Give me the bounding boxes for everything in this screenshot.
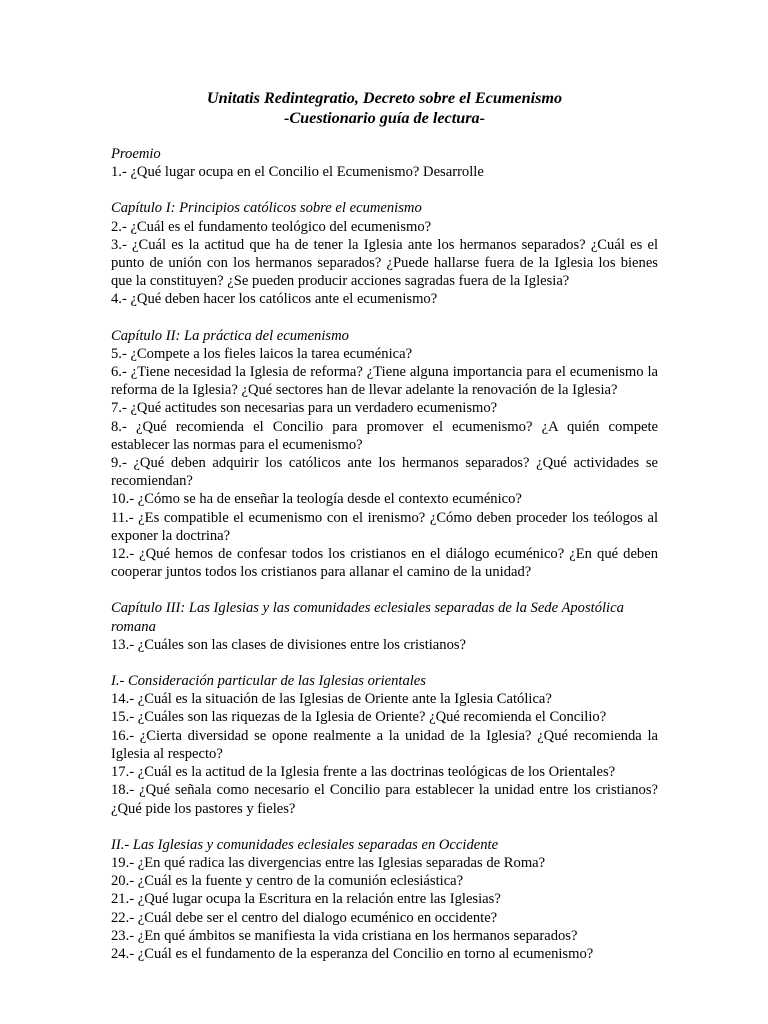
sections-container (111, 145, 658, 963)
question-item: 10.- ¿Cómo se ha de enseñar la teología desde el contexto ecuménico? (111, 491, 522, 508)
section-heading: I.- Consideración particular de las Iglesias orientales (111, 673, 426, 690)
document-title: Unitatis Redintegratio, Decreto sobre el Ecumenismo (206, 89, 563, 107)
question-item: 20.- ¿Cuál es la fuente y centro de la comunión eclesiástica? (111, 873, 464, 890)
section (111, 672, 658, 818)
question-item: 18.- ¿Qué señala como necesario el Concilio para establecer la unidad entre los cristianos? ¿Qué pide los pastores y fieles? (111, 782, 658, 817)
question-item: 19.- ¿En qué radica las divergencias entre las Iglesias separadas de Roma? (111, 854, 546, 871)
question-item: 17.- ¿Cuál es la actitud de la Iglesia frente a las doctrinas teológicas de los Orientales? (111, 764, 616, 781)
question-item: 14.- ¿Cuál es la situación de las Iglesias de Oriente ante la Iglesia Católica? (111, 691, 552, 708)
question-item: 23.- ¿En qué ámbitos se manifiesta la vida cristiana en los hermanos separados? (111, 927, 578, 944)
section (111, 599, 658, 654)
question-item: 21.- ¿Qué lugar ocupa la Escritura en la relación entre las Iglesias? (111, 891, 501, 908)
title-block (111, 88, 658, 128)
question-item: 15.- ¿Cuáles son las riquezas de la Iglesia de Oriente? ¿Qué recomienda el Concilio? (111, 709, 607, 726)
section-heading: Proemio (111, 146, 161, 162)
question-item: 3.- ¿Cuál es la actitud que ha de tener la Iglesia ante los hermanos separados? ¿Cuál es el punto de unión con los hermanos separados? ¿Puede hallarse fuera de la Iglesia los bienes que la constituyen? ¿Se pueden producir acciones sagradas fuera de la Iglesia? (111, 236, 658, 290)
section (111, 145, 658, 181)
question-item: 9.- ¿Qué deben adquirir los católicos ante los hermanos separados? ¿Qué actividades se recomiendan? (111, 455, 658, 490)
question-item: 8.- ¿Qué recomienda el Concilio para promover el ecumenismo? ¿A quién compete establecer las normas para el ecumenismo? (111, 418, 658, 453)
question-item: 11.- ¿Es compatible el ecumenismo con el irenismo? ¿Cómo deben proceder los teólogos al exponer la doctrina? (111, 509, 658, 544)
document-page (111, 88, 658, 981)
section-heading: II.- Las Iglesias y comunidades eclesiales separadas en Occidente (111, 836, 499, 853)
question-item: 24.- ¿Cuál es el fundamento de la esperanza del Concilio en torno al ecumenismo? (111, 945, 594, 962)
document-subtitle: -Cuestionario guía de lectura- (283, 109, 485, 127)
section-heading: Capítulo II: La práctica del ecumenismo (111, 327, 349, 344)
question-item: 5.- ¿Compete a los fieles laicos la tarea ecuménica? (111, 345, 413, 362)
section-heading: Capítulo III: Las Iglesias y las comunidades eclesiales separadas de la Sede Apostólica romana (111, 600, 624, 635)
question-item: 2.- ¿Cuál es el fundamento teológico del ecumenismo? (111, 218, 432, 235)
question-item: 12.- ¿Qué hemos de confesar todos los cristianos en el diálogo ecuménico? ¿En qué deben cooperar juntos todos los cristianos para allanar el camino de la unidad? (111, 546, 658, 581)
question-item: 22.- ¿Cuál debe ser el centro del dialogo ecuménico en occidente? (111, 909, 498, 926)
section (111, 836, 658, 963)
section-heading: Capítulo I: Principios católicos sobre el ecumenismo (111, 200, 422, 217)
question-item: 13.- ¿Cuáles son las clases de divisiones entre los cristianos? (111, 636, 467, 653)
question-item: 4.- ¿Qué deben hacer los católicos ante el ecumenismo? (111, 291, 438, 308)
question-item: 1.- ¿Qué lugar ocupa en el Concilio el Ecumenismo? Desarrolle (111, 164, 484, 181)
question-item: 16.- ¿Cierta diversidad se opone realmente a la unidad de la Iglesia? ¿Qué recomienda la Iglesia al respecto? (111, 727, 658, 762)
question-item: 7.- ¿Qué actitudes son necesarias para un verdadero ecumenismo? (111, 400, 498, 417)
section (111, 327, 658, 582)
question-item: 6.- ¿Tiene necesidad la Iglesia de reforma? ¿Tiene alguna importancia para el ecumenismo la reforma de la Iglesia? ¿Qué sectores han de llevar adelante la renovación de la Iglesia? (111, 364, 658, 399)
section (111, 199, 658, 308)
